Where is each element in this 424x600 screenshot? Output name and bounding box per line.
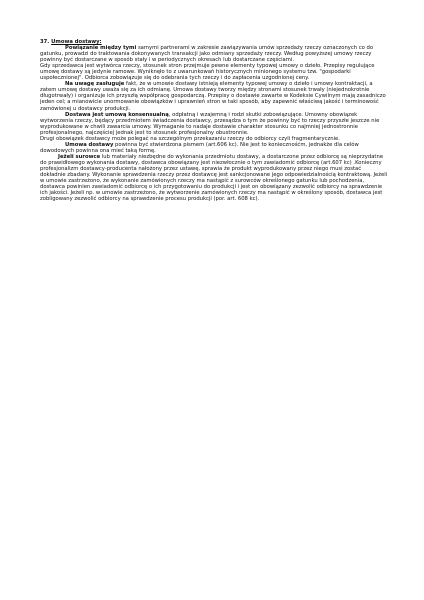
paragraph (40, 45, 388, 63)
paragraph (40, 81, 388, 111)
paragraph-text: Drugi obowiązek dostawcy może polegać na szczególnym przekazaniu rzeczy do odbiorcy czyli fragmentarycznie. (40, 135, 340, 142)
paragraph (40, 112, 388, 136)
paragraph-text: powinna być stwierdzona pismem (art.606 kc). Nie jest to koniecznośćm, jednakże dla celów dowodowych powinna ona mieć taką formę. (40, 141, 359, 154)
paragraph-text: fakt, że w umowie dostawy istnieją elementy typowej umowy o dzieło i umowy kontraktacji, a zatem umowę dostawy uważa się za ich odmianę. Umowa dostawy tworzy między stronami stosunek trwały (niejednokrotnie długotrwały) i organizuje ich przyszłą współpracę gospodarczą. Przepisy o dostawie zawarte w Kodeksie Cywilnym mają zasadniczo jeden cel; a mianowicie unormowanie obowiązków i uprawnień stron w taki sposób, aby zapewnić właściwą jakość i terminowość zamówionej u dostawcy produkcji. (40, 81, 386, 112)
paragraph (40, 154, 388, 202)
document-page (40, 39, 388, 202)
paragraph (40, 63, 388, 81)
paragraph-text: , odpłatną i wzajemną i rodzi skutki zobowiązujące. Umowny obowiązek wytworzenia rzeczy, będący przedmiotem świadczenia dostawcy, przesądza o tym że powinny być to rzeczy przyszłe jeszcze nie wyprodukowane w chwili zawarcia umowy. Wymaganie to nadaje dostawie charakter stosunku co najmniej jednostronnie profesjonalnego, najczęściej jednak jest to stosunek profesjonalny obustronnie. (40, 111, 380, 136)
paragraph-text: lub materiały niezbędne do wykonania przedmiotu dostawy, a dostarczone przez odbiorcę są nieprzydatne do prawidłowego wykonania dostawy, dostawca obowiązany jest niezwłocznie o tym zawiadomić odbiorcę (art.607 kc) .Konieczny profesjonalizm dostawcy-producenta nałożony przez ustawę, sprawia że produkt wyprodukowany przez niego musi zostać dokładnie zbadany. Wykonanie sprawdzenia rzeczy przez dostawcę jest sankcjonowane jego odpowiedzialnością kontraktową. Jeżeli w umowie zastrzeżono, że wykonanie zamówionych rzeczy ma nastąpić z surowców określonego gatunku lub pochodzenia, dostawca powinien zawiadomić odbiorcę o ich przygotowaniu do produkcji i jest on obowiązany zezwolić odbiorcy na sprawdzenie ich jakości. Jeżeli np. w umowie zastrzeżono, że wytworzenie zamówionych rzeczy ma nastąpić w określony sposób, dostawca jest zobligowany zezwolić odbiorcy na sprawdzenie procesu produkcji (por. art. 608 kc). (40, 153, 388, 203)
paragraph-lead: Umowa dostawy (65, 141, 114, 148)
section-number: 37. (40, 39, 50, 45)
paragraph-text: Gdy sprzedawca jest wytwórca rzeczy, stosunek stron przejmuje pewne elementy typowej umowy o dzieło. Przepisy regulujące umowę dostawy są jedynie ramowe. Wyniknęło to z uwarunkowań historycznych minionego systemu tzw. "gospodarki uspołecznionej". Odbiorca zobowiązuje się do odebrania tych rzeczy i do zapłacenia uzgodnionej ceny. (40, 63, 375, 82)
section-title: Umowa dostawy: (51, 39, 102, 45)
paragraph-lead: Dostawa jest umową konsensualną (65, 111, 169, 118)
paragraph-lead: Na uwagę zasługuje (65, 81, 125, 88)
paragraph (40, 142, 388, 154)
paragraph-text: samymi partnerami w zakresie zawiązywania umów sprzedaży rzeczy oznaczonych co do gatunku, prowadzi do traktowania dokonywanych transakcji jako odmiany sprzedaży rzeczy. Według powyższej umowy rzeczy powinny być dostarczane w sposób stały i w periodycznych okresach lub dostarczane częściami. (40, 45, 374, 64)
paragraph-lead: Powiązanie między tymi (65, 45, 137, 52)
paragraph-lead: Jeżeli surowce (58, 153, 101, 160)
